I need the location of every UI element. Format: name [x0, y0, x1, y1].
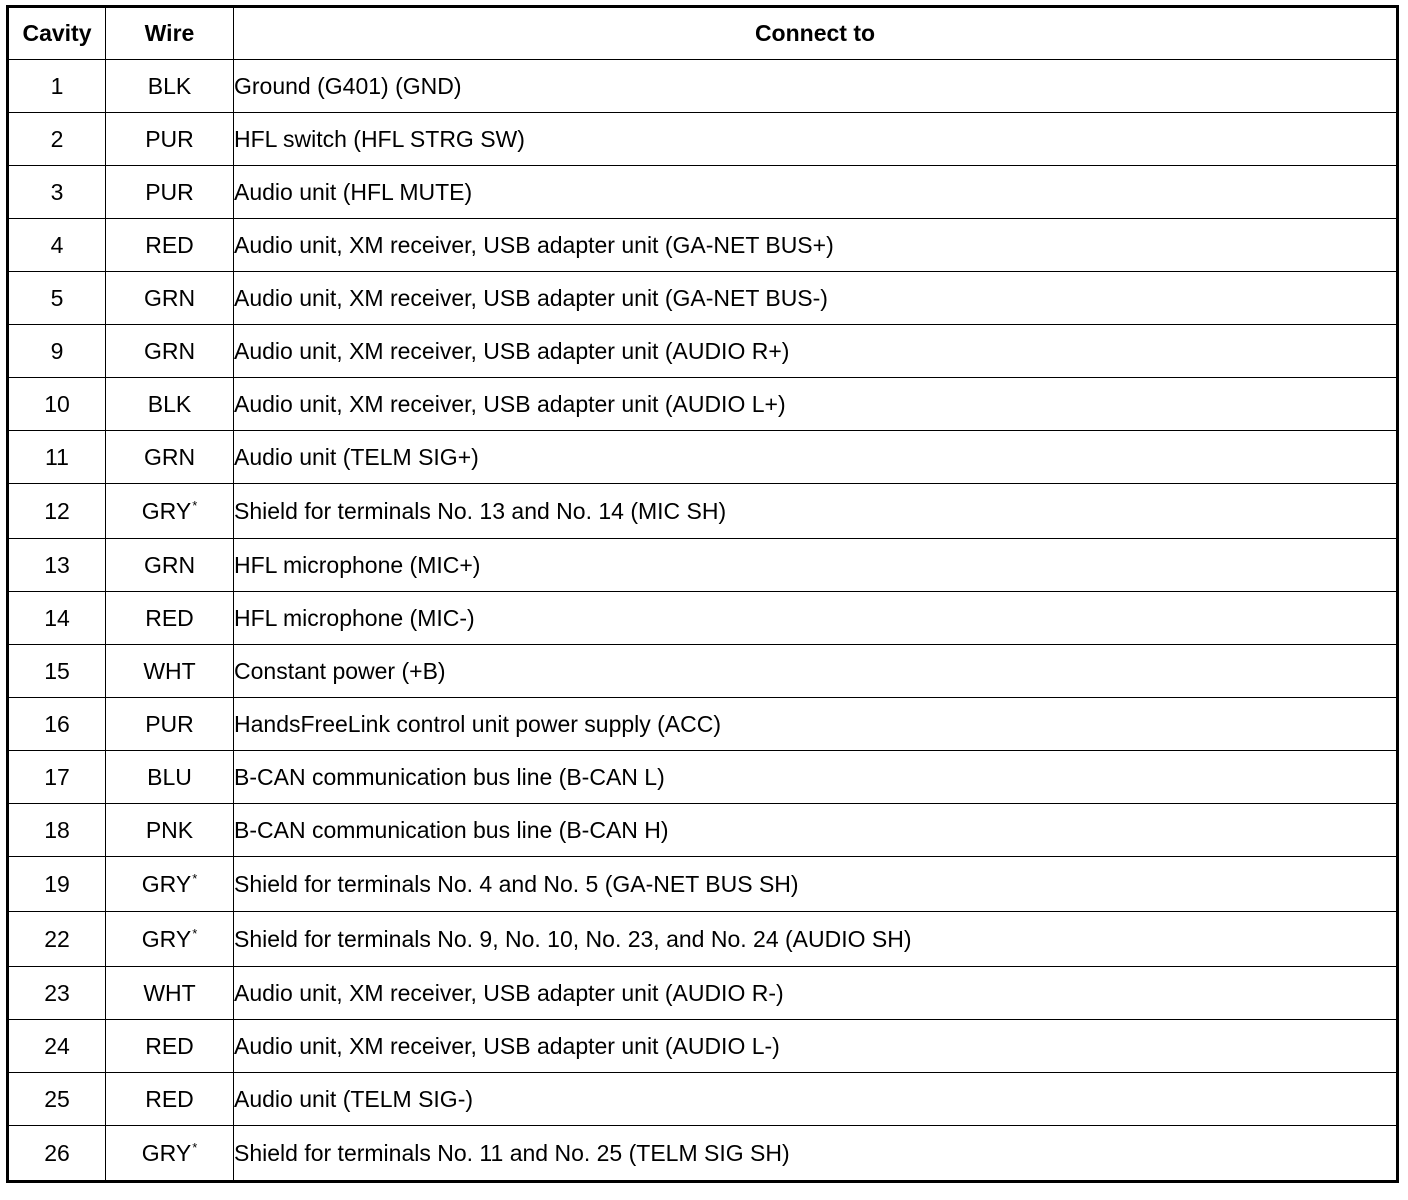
wire-color-cell [106, 912, 234, 967]
wire-color-cell [106, 378, 234, 431]
wire-color-cell [106, 60, 234, 113]
wire-color-label: PUR [145, 710, 194, 737]
wire-color-label: GRY [141, 926, 192, 952]
wire-color-cell [106, 698, 234, 751]
header-wire: Wire [106, 7, 234, 60]
wire-color-label: BLK [147, 390, 192, 417]
wire-color-label: GRN [143, 284, 196, 311]
connect-to-cell: Audio unit, XM receiver, USB adapter unit (AUDIO L-) [234, 1020, 1398, 1073]
connect-to-cell: Shield for terminals No. 4 and No. 5 (GA-NET BUS SH) [234, 857, 1398, 912]
table-row [8, 1126, 1398, 1182]
connector-pinout-table [6, 5, 1399, 1183]
table-row [8, 325, 1398, 378]
wire-color-label: BLU [147, 763, 192, 790]
connect-to-cell: Audio unit, XM receiver, USB adapter unit (AUDIO L+) [234, 378, 1398, 431]
table-row [8, 378, 1398, 431]
connect-to-cell: HFL microphone (MIC+) [234, 539, 1398, 592]
cavity-cell: 3 [8, 166, 106, 219]
connect-to-cell: Audio unit (HFL MUTE) [234, 166, 1398, 219]
connect-to-cell: Audio unit, XM receiver, USB adapter unit (AUDIO R+) [234, 325, 1398, 378]
cavity-cell: 16 [8, 698, 106, 751]
cavity-cell: 24 [8, 1020, 106, 1073]
header-connect-to: Connect to [234, 7, 1398, 60]
table-row [8, 166, 1398, 219]
wire-color-cell [106, 484, 234, 539]
wire-color-cell [106, 272, 234, 325]
wire-color-label: GRN [143, 337, 196, 364]
connect-to-cell: Ground (G401) (GND) [234, 60, 1398, 113]
wire-color-cell [106, 431, 234, 484]
connect-to-cell: Audio unit, XM receiver, USB adapter unit (GA-NET BUS+) [234, 219, 1398, 272]
shielded-wire-footnote-mark: * [192, 926, 198, 941]
table-row [8, 1020, 1398, 1073]
wire-color-label: GRY [141, 871, 192, 897]
connect-to-cell: Shield for terminals No. 13 and No. 14 (MIC SH) [234, 484, 1398, 539]
table-row [8, 967, 1398, 1020]
cavity-cell: 1 [8, 60, 106, 113]
connect-to-cell: B-CAN communication bus line (B-CAN L) [234, 751, 1398, 804]
wire-color-cell [106, 166, 234, 219]
cavity-cell: 14 [8, 592, 106, 645]
wire-color-cell [106, 804, 234, 857]
wire-color-label: BLK [147, 72, 192, 99]
wire-color-label: RED [145, 1032, 194, 1059]
wire-color-cell [106, 1073, 234, 1126]
table-row [8, 592, 1398, 645]
connect-to-cell: HFL switch (HFL STRG SW) [234, 113, 1398, 166]
cavity-cell: 13 [8, 539, 106, 592]
cavity-cell: 2 [8, 113, 106, 166]
wire-color-label: PUR [145, 178, 194, 205]
connect-to-cell: Audio unit, XM receiver, USB adapter unit (AUDIO R-) [234, 967, 1398, 1020]
wire-color-cell [106, 1020, 234, 1073]
cavity-cell: 12 [8, 484, 106, 539]
connect-to-cell: HandsFreeLink control unit power supply (ACC) [234, 698, 1398, 751]
wire-color-label: RED [145, 1085, 194, 1112]
table-row [8, 804, 1398, 857]
table-row [8, 539, 1398, 592]
table-row [8, 1073, 1398, 1126]
cavity-cell: 18 [8, 804, 106, 857]
cavity-cell: 10 [8, 378, 106, 431]
wire-color-label: GRN [143, 551, 196, 578]
connect-to-cell: Audio unit (TELM SIG-) [234, 1073, 1398, 1126]
cavity-cell: 15 [8, 645, 106, 698]
wire-color-cell [106, 325, 234, 378]
connect-to-cell: Audio unit (TELM SIG+) [234, 431, 1398, 484]
table-row [8, 912, 1398, 967]
table-body [8, 60, 1398, 1182]
wire-color-label: WHT [143, 657, 196, 684]
cavity-cell: 5 [8, 272, 106, 325]
connect-to-cell: Shield for terminals No. 9, No. 10, No. 23, and No. 24 (AUDIO SH) [234, 912, 1398, 967]
cavity-cell: 4 [8, 219, 106, 272]
shielded-wire-footnote-mark: * [192, 871, 198, 886]
cavity-cell: 23 [8, 967, 106, 1020]
table-row [8, 484, 1398, 539]
wire-color-label: WHT [143, 979, 196, 1006]
table-row [8, 60, 1398, 113]
wire-color-cell [106, 751, 234, 804]
cavity-cell: 17 [8, 751, 106, 804]
wire-color-cell [106, 967, 234, 1020]
cavity-cell: 11 [8, 431, 106, 484]
header-cavity: Cavity [8, 7, 106, 60]
connect-to-cell: HFL microphone (MIC-) [234, 592, 1398, 645]
wire-color-cell [106, 113, 234, 166]
wire-color-label: RED [145, 231, 194, 258]
wire-color-label: GRY [141, 1140, 192, 1166]
table-row [8, 219, 1398, 272]
wire-color-label: GRN [143, 443, 196, 470]
wire-color-cell [106, 857, 234, 912]
wire-color-label: RED [145, 604, 194, 631]
cavity-cell: 19 [8, 857, 106, 912]
connect-to-cell: B-CAN communication bus line (B-CAN H) [234, 804, 1398, 857]
connect-to-cell: Audio unit, XM receiver, USB adapter unit (GA-NET BUS-) [234, 272, 1398, 325]
connect-to-cell: Constant power (+B) [234, 645, 1398, 698]
wire-color-cell [106, 592, 234, 645]
table-row [8, 113, 1398, 166]
wire-color-cell [106, 1126, 234, 1182]
cavity-cell: 9 [8, 325, 106, 378]
table-row [8, 698, 1398, 751]
wire-color-cell [106, 219, 234, 272]
wire-color-label: GRY [141, 498, 192, 524]
wire-color-label: PUR [145, 125, 194, 152]
table-row [8, 857, 1398, 912]
shielded-wire-footnote-mark: * [192, 1140, 198, 1155]
wire-color-cell [106, 645, 234, 698]
header-row [8, 7, 1398, 60]
wire-color-cell [106, 539, 234, 592]
connect-to-cell: Shield for terminals No. 11 and No. 25 (TELM SIG SH) [234, 1126, 1398, 1182]
table-row [8, 431, 1398, 484]
cavity-cell: 26 [8, 1126, 106, 1182]
table-row [8, 272, 1398, 325]
cavity-cell: 25 [8, 1073, 106, 1126]
table-row [8, 645, 1398, 698]
cavity-cell: 22 [8, 912, 106, 967]
wire-color-label: PNK [145, 816, 194, 843]
table-row [8, 751, 1398, 804]
shielded-wire-footnote-mark: * [192, 498, 198, 513]
